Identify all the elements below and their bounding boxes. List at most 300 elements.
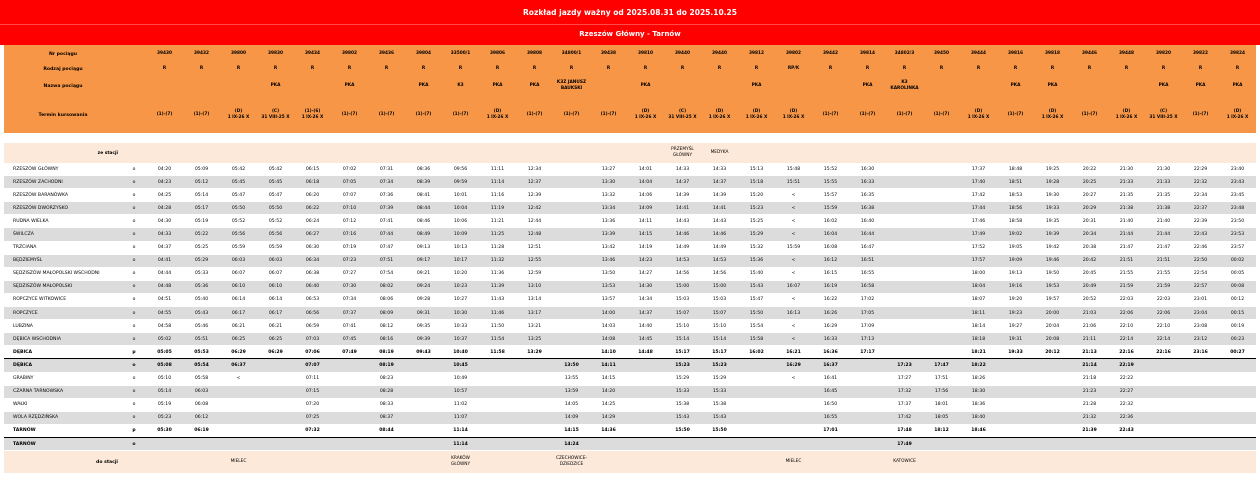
- train-rodzaj: R: [1071, 63, 1108, 75]
- train-nr: 39430: [146, 45, 183, 63]
- departure-time: 17:51: [923, 372, 960, 385]
- departure-time: 11:11: [479, 163, 516, 176]
- departure-time: [257, 424, 294, 437]
- departure-time: 21:30: [1145, 163, 1182, 176]
- departure-time: 08:12: [368, 320, 405, 333]
- departure-time: 07:31: [368, 163, 405, 176]
- train-termin: (1)-(7): [812, 97, 849, 133]
- departure-time: 06:25: [220, 333, 257, 346]
- arrival-departure-marker: o: [122, 202, 146, 215]
- arrival-departure-marker: p: [122, 346, 146, 359]
- departure-time: 23:01: [1182, 293, 1219, 306]
- train-nr: 39436: [368, 45, 405, 63]
- departure-time: 00:27: [1219, 346, 1256, 359]
- departure-time: [923, 333, 960, 346]
- departure-time: 18:53: [997, 189, 1034, 202]
- departure-time: 08:37: [368, 411, 405, 424]
- departure-time: 20:00: [1034, 307, 1071, 320]
- departure-time: 07:16: [331, 228, 368, 241]
- departure-time: 19:23: [997, 307, 1034, 320]
- departure-time: 20:22: [1071, 163, 1108, 176]
- departure-time: 05:05: [146, 346, 183, 359]
- departure-time: 19:33: [1034, 202, 1071, 215]
- destination-station: [1145, 451, 1182, 474]
- departure-time: [1034, 424, 1071, 437]
- departure-time: [1145, 359, 1182, 372]
- departure-time: [997, 411, 1034, 424]
- departure-time: 18:11: [960, 307, 997, 320]
- departure-time: 10:09: [442, 228, 479, 241]
- departure-time: 23:08: [1182, 320, 1219, 333]
- timetable-validity-title: Rozkład jazdy ważny od 2025.08.31 do 2025.10.25: [0, 0, 1260, 24]
- departure-time: 17:17: [849, 346, 886, 359]
- departure-time: 16:12: [812, 254, 849, 267]
- departure-time: 07:12: [331, 215, 368, 228]
- departure-time: 19:27: [997, 320, 1034, 333]
- departure-time: 07:03: [294, 333, 331, 346]
- departure-time: 07:36: [368, 189, 405, 202]
- departure-time: 13:17: [516, 307, 553, 320]
- origin-station: [183, 143, 220, 163]
- train-termin: (1)-(7): [997, 97, 1034, 133]
- destination-station: [516, 451, 553, 474]
- departure-time: 06:30: [294, 241, 331, 254]
- departure-time: 06:40: [294, 280, 331, 293]
- departure-time: 20:38: [1071, 241, 1108, 254]
- departure-time: 23:16: [1182, 346, 1219, 359]
- header-row-termin: [4, 97, 1256, 133]
- departure-time: [849, 411, 886, 424]
- departure-time: 21:47: [1108, 241, 1145, 254]
- departure-time: 15:29: [701, 372, 738, 385]
- departure-time: [1182, 359, 1219, 372]
- departure-time: 21:51: [1145, 254, 1182, 267]
- departure-time: 08:16: [368, 333, 405, 346]
- departure-time: 14:09: [553, 411, 590, 424]
- departure-time: 13:59: [553, 385, 590, 398]
- departure-time: 08:44: [368, 424, 405, 437]
- train-nr: 39800: [220, 45, 257, 63]
- departure-time: [220, 398, 257, 411]
- departure-time: 14:56: [701, 267, 738, 280]
- departure-time: 17:42: [886, 411, 923, 424]
- train-nr: 39802: [331, 45, 368, 63]
- station-name: SĘDZISZÓW MAŁOPOLSKI WSCHODNI: [4, 267, 122, 280]
- station-name: RUDNA WIELKA: [4, 215, 122, 228]
- departure-time: [997, 437, 1034, 450]
- departure-time: 15:59: [812, 202, 849, 215]
- departure-time: 00:05: [1219, 267, 1256, 280]
- departure-time: [1034, 437, 1071, 450]
- departure-time: [553, 163, 590, 176]
- departure-time: [997, 424, 1034, 437]
- departure-time: 18:00: [960, 267, 997, 280]
- train-nazwa: [923, 75, 960, 97]
- departure-time: 06:08: [183, 398, 220, 411]
- departure-time: [627, 385, 664, 398]
- departure-time: 15:20: [738, 189, 775, 202]
- train-termin: (1)-(6) 1 IX-26 X: [294, 97, 331, 133]
- departure-time: [738, 372, 775, 385]
- station-name: RZESZÓW ZACHODNI: [4, 176, 122, 189]
- arrival-departure-marker: o: [122, 215, 146, 228]
- header-label-rodzaj: Rodzaj pociągu: [4, 63, 122, 75]
- departure-time: 07:15: [294, 385, 331, 398]
- departure-time: 14:37: [701, 176, 738, 189]
- departure-time: 22:06: [1145, 307, 1182, 320]
- departure-time: 07:25: [294, 411, 331, 424]
- departure-time: 14:53: [701, 254, 738, 267]
- departure-time: 16:55: [849, 267, 886, 280]
- station-row: [4, 424, 1256, 437]
- departure-time: [923, 228, 960, 241]
- departure-time: 16:47: [849, 241, 886, 254]
- station-name: ROPCZYCE: [4, 307, 122, 320]
- departure-time: 21:38: [1108, 202, 1145, 215]
- destination-station: [664, 451, 701, 474]
- header-spacer: [122, 75, 146, 97]
- departure-time: 15:00: [664, 280, 701, 293]
- departure-time: 19:30: [1034, 189, 1071, 202]
- departure-time: [331, 398, 368, 411]
- departure-time: 22:03: [1108, 293, 1145, 306]
- arrival-departure-marker: o: [122, 372, 146, 385]
- departure-time: 05:45: [220, 176, 257, 189]
- station-row: [4, 293, 1256, 306]
- departure-time: 05:14: [146, 385, 183, 398]
- departure-time: 22:32: [1182, 176, 1219, 189]
- departure-time: 05:52: [220, 215, 257, 228]
- departure-time: [775, 385, 812, 398]
- departure-time: 15:43: [738, 280, 775, 293]
- departure-time: 05:59: [257, 241, 294, 254]
- destination-station: KATOWICE: [886, 451, 923, 474]
- departure-time: 16:44: [849, 228, 886, 241]
- departure-time: 04:48: [146, 280, 183, 293]
- departure-time: [590, 437, 627, 450]
- train-termin: (1)-(7): [146, 97, 183, 133]
- departure-time: 10:37: [442, 333, 479, 346]
- departure-time: [1219, 437, 1256, 450]
- train-nazwa: [294, 75, 331, 97]
- departure-time: 18:51: [997, 176, 1034, 189]
- departure-time: 05:10: [146, 372, 183, 385]
- departure-time: 16:08: [812, 241, 849, 254]
- train-termin: (D) 1 IX-26 X: [1034, 97, 1071, 133]
- departure-time: 15:38: [664, 398, 701, 411]
- departure-time: <: [220, 372, 257, 385]
- departure-time: 21:14: [1071, 359, 1108, 372]
- train-termin: (1)-(7): [516, 97, 553, 133]
- departure-time: 16:51: [849, 254, 886, 267]
- header-spacer: [122, 97, 146, 133]
- departure-time: 06:25: [257, 333, 294, 346]
- station-name: DĘBICA: [4, 359, 122, 372]
- departure-time: 21:03: [1071, 307, 1108, 320]
- departure-time: [553, 202, 590, 215]
- departure-time: 18:26: [960, 372, 997, 385]
- origin-station: [775, 143, 812, 163]
- departure-time: 14:15: [627, 228, 664, 241]
- origin-station: PRZEMYŚL GŁÓWNY: [664, 143, 701, 163]
- departure-time: 16:02: [812, 215, 849, 228]
- departure-time: 11:02: [442, 398, 479, 411]
- departure-time: 16:30: [849, 163, 886, 176]
- train-nr: 39448: [1108, 45, 1145, 63]
- train-termin: (1)-(7): [183, 97, 220, 133]
- destination-station: [1182, 451, 1219, 474]
- departure-time: 11:19: [479, 202, 516, 215]
- departure-time: [886, 163, 923, 176]
- departure-time: 17:40: [960, 176, 997, 189]
- arrival-departure-marker: o: [122, 333, 146, 346]
- departure-time: 08:33: [368, 398, 405, 411]
- departure-time: 14:19: [627, 241, 664, 254]
- departure-time: 16:19: [812, 280, 849, 293]
- departure-time: 20:29: [1071, 202, 1108, 215]
- departure-time: 19:57: [1034, 293, 1071, 306]
- train-nazwa: PKA: [1182, 75, 1219, 97]
- departure-time: 05:58: [183, 372, 220, 385]
- departure-time: [923, 437, 960, 450]
- departure-time: 17:44: [960, 202, 997, 215]
- departure-time: 13:21: [516, 320, 553, 333]
- departure-time: 06:21: [257, 320, 294, 333]
- departure-time: 04:33: [146, 228, 183, 241]
- departure-time: 11:43: [479, 293, 516, 306]
- departure-time: 08:46: [405, 215, 442, 228]
- departure-time: 09:56: [442, 163, 479, 176]
- route-title: Rzeszów Główny - Tarnów: [0, 24, 1260, 45]
- departure-time: 07:07: [331, 189, 368, 202]
- train-rodzaj: R: [331, 63, 368, 75]
- destination-station: [257, 451, 294, 474]
- departure-time: [627, 359, 664, 372]
- departure-time: 06:03: [257, 254, 294, 267]
- departure-time: 06:10: [257, 280, 294, 293]
- departure-time: 14:33: [664, 163, 701, 176]
- departure-time: 14:24: [553, 437, 590, 450]
- departure-time: 15:23: [664, 359, 701, 372]
- station-row: [4, 398, 1256, 411]
- departure-time: 05:02: [146, 333, 183, 346]
- departure-time: [183, 437, 220, 450]
- arrival-departure-marker: o: [122, 293, 146, 306]
- departure-time: [331, 411, 368, 424]
- departure-time: 04:23: [146, 176, 183, 189]
- departure-time: 16:50: [812, 398, 849, 411]
- arrival-departure-marker: o: [122, 163, 146, 176]
- arrival-departure-marker: o: [122, 307, 146, 320]
- departure-time: 13:50: [590, 267, 627, 280]
- departure-time: <: [775, 228, 812, 241]
- train-termin: (D) 1 IX-26 X: [701, 97, 738, 133]
- departure-time: [553, 228, 590, 241]
- departure-time: 11:36: [479, 267, 516, 280]
- departure-time: [516, 398, 553, 411]
- departure-time: [553, 333, 590, 346]
- departure-time: 05:50: [220, 202, 257, 215]
- departure-time: [849, 437, 886, 450]
- departure-time: [886, 189, 923, 202]
- departure-time: 22:03: [1145, 293, 1182, 306]
- departure-time: 14:34: [627, 293, 664, 306]
- destination-station-row: [4, 451, 1256, 474]
- departure-time: [405, 385, 442, 398]
- departure-time: [923, 176, 960, 189]
- departure-time: [516, 411, 553, 424]
- arrival-departure-marker: o: [122, 411, 146, 424]
- departure-time: 10:40: [442, 346, 479, 359]
- departure-time: 22:14: [1108, 333, 1145, 346]
- departure-time: 14:15: [553, 424, 590, 437]
- departure-time: 05:54: [183, 359, 220, 372]
- departure-time: 15:14: [664, 333, 701, 346]
- train-nazwa: PKA: [516, 75, 553, 97]
- station-name: TARNÓW: [4, 424, 122, 437]
- departure-time: 05:47: [257, 189, 294, 202]
- train-nr: 39822: [1182, 45, 1219, 63]
- departure-time: [1182, 437, 1219, 450]
- departure-time: 14:10: [590, 346, 627, 359]
- train-nr: 39434: [294, 45, 331, 63]
- destination-station: [405, 451, 442, 474]
- header-label-nazwa: Nazwa pociągu: [4, 75, 122, 97]
- train-rodzaj: R: [997, 63, 1034, 75]
- departure-time: 15:03: [701, 293, 738, 306]
- departure-time: 10:57: [442, 385, 479, 398]
- departure-time: 15:50: [701, 424, 738, 437]
- departure-time: 17:47: [923, 359, 960, 372]
- departure-time: 22:10: [1145, 320, 1182, 333]
- train-nr: 39802: [775, 45, 812, 63]
- train-nazwa: PKA: [1145, 75, 1182, 97]
- departure-time: 15:43: [664, 411, 701, 424]
- departure-time: 14:41: [664, 202, 701, 215]
- departure-time: 16:02: [738, 346, 775, 359]
- departure-time: <: [775, 254, 812, 267]
- departure-time: 14:43: [701, 215, 738, 228]
- departure-time: 15:10: [664, 320, 701, 333]
- origin-station: [1182, 143, 1219, 163]
- departure-time: 05:17: [183, 202, 220, 215]
- departure-time: 22:46: [1182, 241, 1219, 254]
- departure-time: 21:13: [1071, 346, 1108, 359]
- destination-station: [590, 451, 627, 474]
- origin-station: [1145, 143, 1182, 163]
- departure-time: 10:45: [442, 359, 479, 372]
- departure-time: [627, 424, 664, 437]
- departure-time: 00:19: [1219, 320, 1256, 333]
- departure-time: 05:47: [220, 189, 257, 202]
- origin-spacer: [122, 143, 146, 163]
- departure-time: 19:05: [997, 241, 1034, 254]
- departure-time: [553, 241, 590, 254]
- departure-time: 14:23: [627, 254, 664, 267]
- arrival-departure-marker: o: [122, 176, 146, 189]
- departure-time: 15:23: [701, 359, 738, 372]
- departure-time: [775, 398, 812, 411]
- destination-spacer: [122, 451, 146, 474]
- destination-station: [479, 451, 516, 474]
- arrival-departure-marker: o: [122, 280, 146, 293]
- departure-time: 23:45: [1219, 189, 1256, 202]
- departure-time: 14:56: [664, 267, 701, 280]
- departure-time: 14:43: [664, 215, 701, 228]
- departure-time: [553, 254, 590, 267]
- departure-time: [923, 346, 960, 359]
- train-termin: (1)-(7): [442, 97, 479, 133]
- departure-time: [923, 280, 960, 293]
- departure-time: [886, 176, 923, 189]
- departure-time: 16:33: [849, 176, 886, 189]
- departure-time: 19:39: [1034, 228, 1071, 241]
- departure-time: 14:39: [701, 189, 738, 202]
- spacer-cell: [4, 133, 1256, 143]
- departure-time: 07:27: [331, 267, 368, 280]
- departure-time: 00:23: [1219, 333, 1256, 346]
- departure-time: [1071, 437, 1108, 450]
- departure-time: 21:39: [1071, 424, 1108, 437]
- train-rodzaj: R: [664, 63, 701, 75]
- train-rodzaj: R: [923, 63, 960, 75]
- departure-time: 14:49: [701, 241, 738, 254]
- station-name: SĘDZISZÓW MAŁOPOLSKI: [4, 280, 122, 293]
- header-label-termin: Termin kursowania: [4, 97, 122, 133]
- departure-time: 06:19: [183, 424, 220, 437]
- departure-time: 11:14: [442, 424, 479, 437]
- departure-time: [1219, 385, 1256, 398]
- departure-time: 20:52: [1071, 293, 1108, 306]
- departure-time: 07:47: [368, 241, 405, 254]
- departure-time: 19:53: [1034, 280, 1071, 293]
- departure-time: [1034, 359, 1071, 372]
- departure-time: 21:23: [1071, 385, 1108, 398]
- departure-time: [997, 372, 1034, 385]
- departure-time: 06:07: [220, 267, 257, 280]
- train-nr: 39816: [997, 45, 1034, 63]
- train-nazwa: [1071, 75, 1108, 97]
- departure-time: [1145, 437, 1182, 450]
- departure-time: 05:25: [183, 241, 220, 254]
- departure-time: 12:42: [516, 202, 553, 215]
- departure-time: <: [775, 202, 812, 215]
- station-name: ŚWILCZA: [4, 228, 122, 241]
- departure-time: 13:46: [590, 254, 627, 267]
- departure-time: 10:13: [442, 241, 479, 254]
- train-termin: (C) 31 VIII-25 X: [1145, 97, 1182, 133]
- origin-station: [146, 143, 183, 163]
- departure-time: 17:48: [886, 424, 923, 437]
- departure-time: 11:46: [479, 307, 516, 320]
- departure-time: 17:09: [849, 320, 886, 333]
- departure-time: [627, 411, 664, 424]
- departure-time: 15:40: [738, 267, 775, 280]
- departure-time: [886, 307, 923, 320]
- train-nazwa: [812, 75, 849, 97]
- train-nr: 34802/3: [886, 45, 923, 63]
- departure-time: 16:26: [812, 307, 849, 320]
- departure-time: 11:58: [479, 346, 516, 359]
- train-termin: (D) 1 IX-26 X: [479, 97, 516, 133]
- departure-time: 07:32: [294, 424, 331, 437]
- departure-time: [701, 437, 738, 450]
- departure-time: 06:29: [257, 346, 294, 359]
- departure-time: 00:15: [1219, 307, 1256, 320]
- origin-station: [590, 143, 627, 163]
- departure-time: 17:27: [886, 372, 923, 385]
- departure-time: 12:37: [516, 176, 553, 189]
